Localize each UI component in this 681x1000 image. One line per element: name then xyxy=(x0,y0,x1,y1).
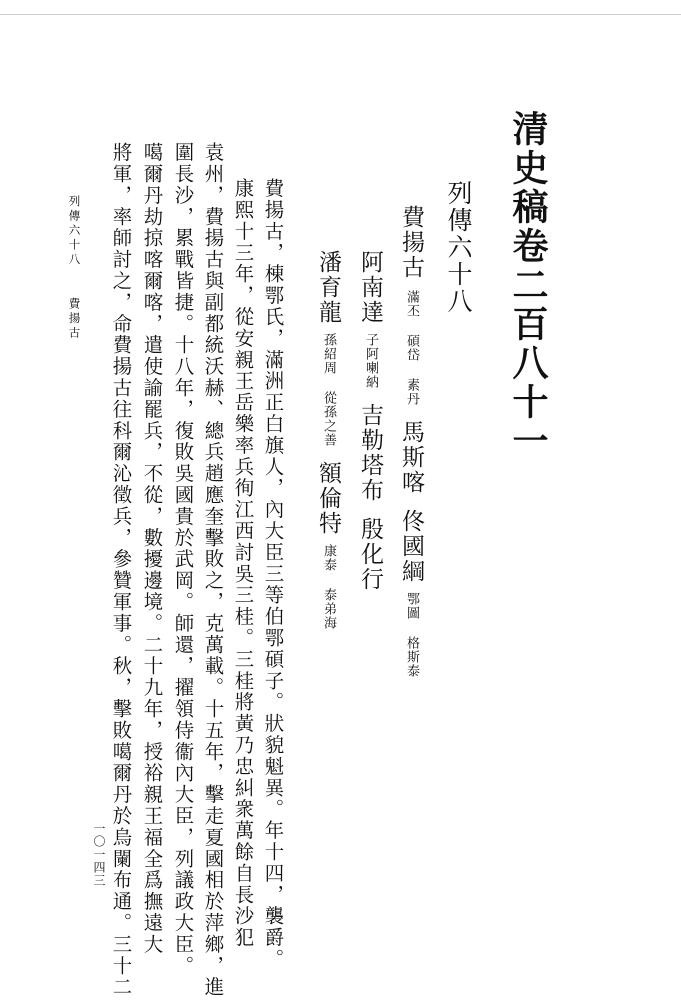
roster-subnames: 滿丕 碩岱 素丹 xyxy=(404,290,419,406)
body-line-6: 將軍，率師討之，命費揚古往科爾沁徵兵，參贊軍事。秋，擊敗噶爾丹於烏闌布通。三十二 xyxy=(109,142,133,998)
running-head-person: 費揚古 xyxy=(67,297,82,341)
roster-subnames: 子阿喇納 xyxy=(363,333,378,389)
roster-subnames: 鄂圖 格斯泰 xyxy=(404,592,419,678)
volume-title: 清史稿卷二百八十一 xyxy=(507,110,549,461)
roster-column-3 xyxy=(316,250,339,630)
body-line-3: 袁州，費揚古與副都統沃赫、總兵趙應奎擊敗之，克萬載。十五年，擊走夏國相於萍鄉，進 xyxy=(201,142,225,998)
roster-name: 殷化行 xyxy=(357,517,383,592)
roster-name: 潘育龍 xyxy=(315,250,341,325)
roster-name: 馬斯喀 xyxy=(398,420,424,495)
chapter-subtitle: 列傳六十八 xyxy=(444,180,473,315)
scan-top-edge xyxy=(0,14,681,15)
page-number: 一〇一四三 xyxy=(92,822,106,887)
body-line-1: 費揚古，棟鄂氏，滿洲正白旗人，內大臣三等伯鄂碩子。狀貌魁異。年十四，襲爵。 xyxy=(261,178,285,970)
roster-column-2 xyxy=(358,250,381,592)
roster-column-1 xyxy=(399,205,422,678)
body-line-2: 康熙十三年，從安親王岳樂率兵徇江西討吳三桂。三桂將黃乃忠糾衆萬餘自長沙犯 xyxy=(231,178,255,949)
roster-name: 阿南達 xyxy=(357,250,383,325)
running-head-chapter: 列傳六十八 xyxy=(67,195,82,268)
roster-name: 吉勒塔布 xyxy=(357,403,383,503)
roster-subnames: 康泰 泰弟海 xyxy=(321,544,336,630)
roster-name: 費揚古 xyxy=(398,205,424,280)
running-head xyxy=(68,195,80,341)
roster-subnames: 孫紹周 從孫之善 xyxy=(321,333,336,447)
body-line-4: 圍長沙，累戰皆捷。十八年，復敗吳國貴於武岡。師還，擢領侍衞內大臣，列議政大臣。 xyxy=(171,142,195,977)
body-line-5: 噶爾丹劫掠喀爾喀，遣使諭罷兵，不從，數擾邊境。二十九年，授裕親王福全爲撫遠大 xyxy=(140,142,164,956)
roster-name: 佟國綱 xyxy=(398,509,424,584)
roster-name: 額倫特 xyxy=(315,461,341,536)
